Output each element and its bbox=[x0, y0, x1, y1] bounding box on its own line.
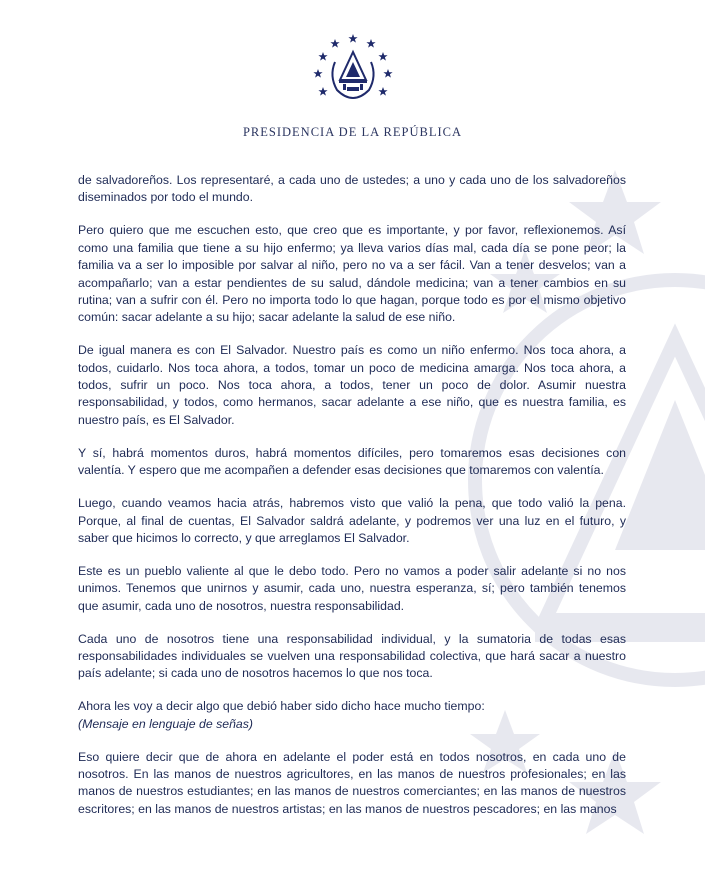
paragraph: Cada uno de nosotros tiene una responsabilidad individual, y la sumatoria de todas esas responsabilidades individuales se vuelven una responsabilidad colectiva, que hará sacar a nuestro país adelante; si cada uno de nosotros hacemos lo que nos toca. bbox=[78, 631, 626, 681]
paragraph: Ahora les voy a decir algo que debió haber sido dicho hace mucho tiempo: bbox=[78, 699, 485, 714]
paragraph: De igual manera es con El Salvador. Nuestro país es como un niño enfermo. Nos toca ahora, a todos, cuidarlo. Nos toca ahora, a todos, tomar un poco de medicina amarga. Nos toca ahora, a todos, sufrir un poco. Nos toca ahora, a todos, tener un poco de dolor. Asumir nuestra responsabilidad, y todos, como hermanos, sacar adelante a ese niño, que es nuestra familia, es nuestro país, es El Salvador. bbox=[78, 343, 626, 427]
paragraph: Pero quiero que me escuchen esto, que creo que es importante, y por favor, reflexionemos. Así como una familia que tiene a su hijo enfermo; ya lleva varios días mal, cada día se pone peor; la familia va a ser lo imposible por salvar al niño, pero no va a ser fácil. Van a tener desvelos; van a acompañarlo; van a estar pendientes de su salud, dándole medicina; van a tener cambios en su rutina; van a sufrir con él. Pero no importa todo lo que hagan, porque todo es por el mismo objetivo común: sacar adelante a su hijo; sacar adelante la salud de ese niño. bbox=[78, 223, 626, 325]
paragraph: de salvadoreños. Los representaré, a cada uno de ustedes; a uno y cada uno de los salvadoreños diseminados por todo el mundo. bbox=[78, 173, 626, 205]
sign-language-note: (Mensaje en lenguaje de señas) bbox=[78, 716, 254, 731]
institution-title: PRESIDENCIA DE LA REPÚBLICA bbox=[242, 125, 463, 139]
paragraph: Luego, cuando veamos hacia atrás, habremos visto que valió la pena, que todo valió la pena. Porque, al final de cuentas, El Salvador saldrá adelante, y podremos ver una luz en el futuro, y saber que hicimos lo correcto, y que arreglamos El Salvador. bbox=[78, 496, 626, 545]
letterhead bbox=[0, 32, 705, 140]
paragraph: Este es un pueblo valiente al que le debo todo. Pero no vamos a poder salir adelante si no nos unimos. Tenemos que unirnos y asumir, cada uno, nuestra esperanza, sí; pero también tenemos que asumir, cada uno de nosotros, nuestra responsabilidad. bbox=[78, 563, 626, 613]
el-salvador-coat-of-arms-icon bbox=[313, 32, 393, 112]
speech-body bbox=[78, 172, 626, 834]
paragraph: Y sí, habrá momentos duros, habrá momentos difíciles, pero tomaremos esas decisiones con valentía. Y espero que me acompañen a defender esas decisiones que tomaremos con valentía. bbox=[78, 445, 626, 478]
paragraph: Eso quiere decir que de ahora en adelante el poder está en todos nosotros, en cada uno de nosotros. En las manos de nuestros agricultores, en las manos de nuestros profesionales; en las manos de nuestros estudiantes; en las manos de nuestros comerciantes; en las manos de nuestros escritores; en las manos de nuestros artistas; en las manos de nuestros pescadores; en las manos bbox=[78, 749, 626, 816]
